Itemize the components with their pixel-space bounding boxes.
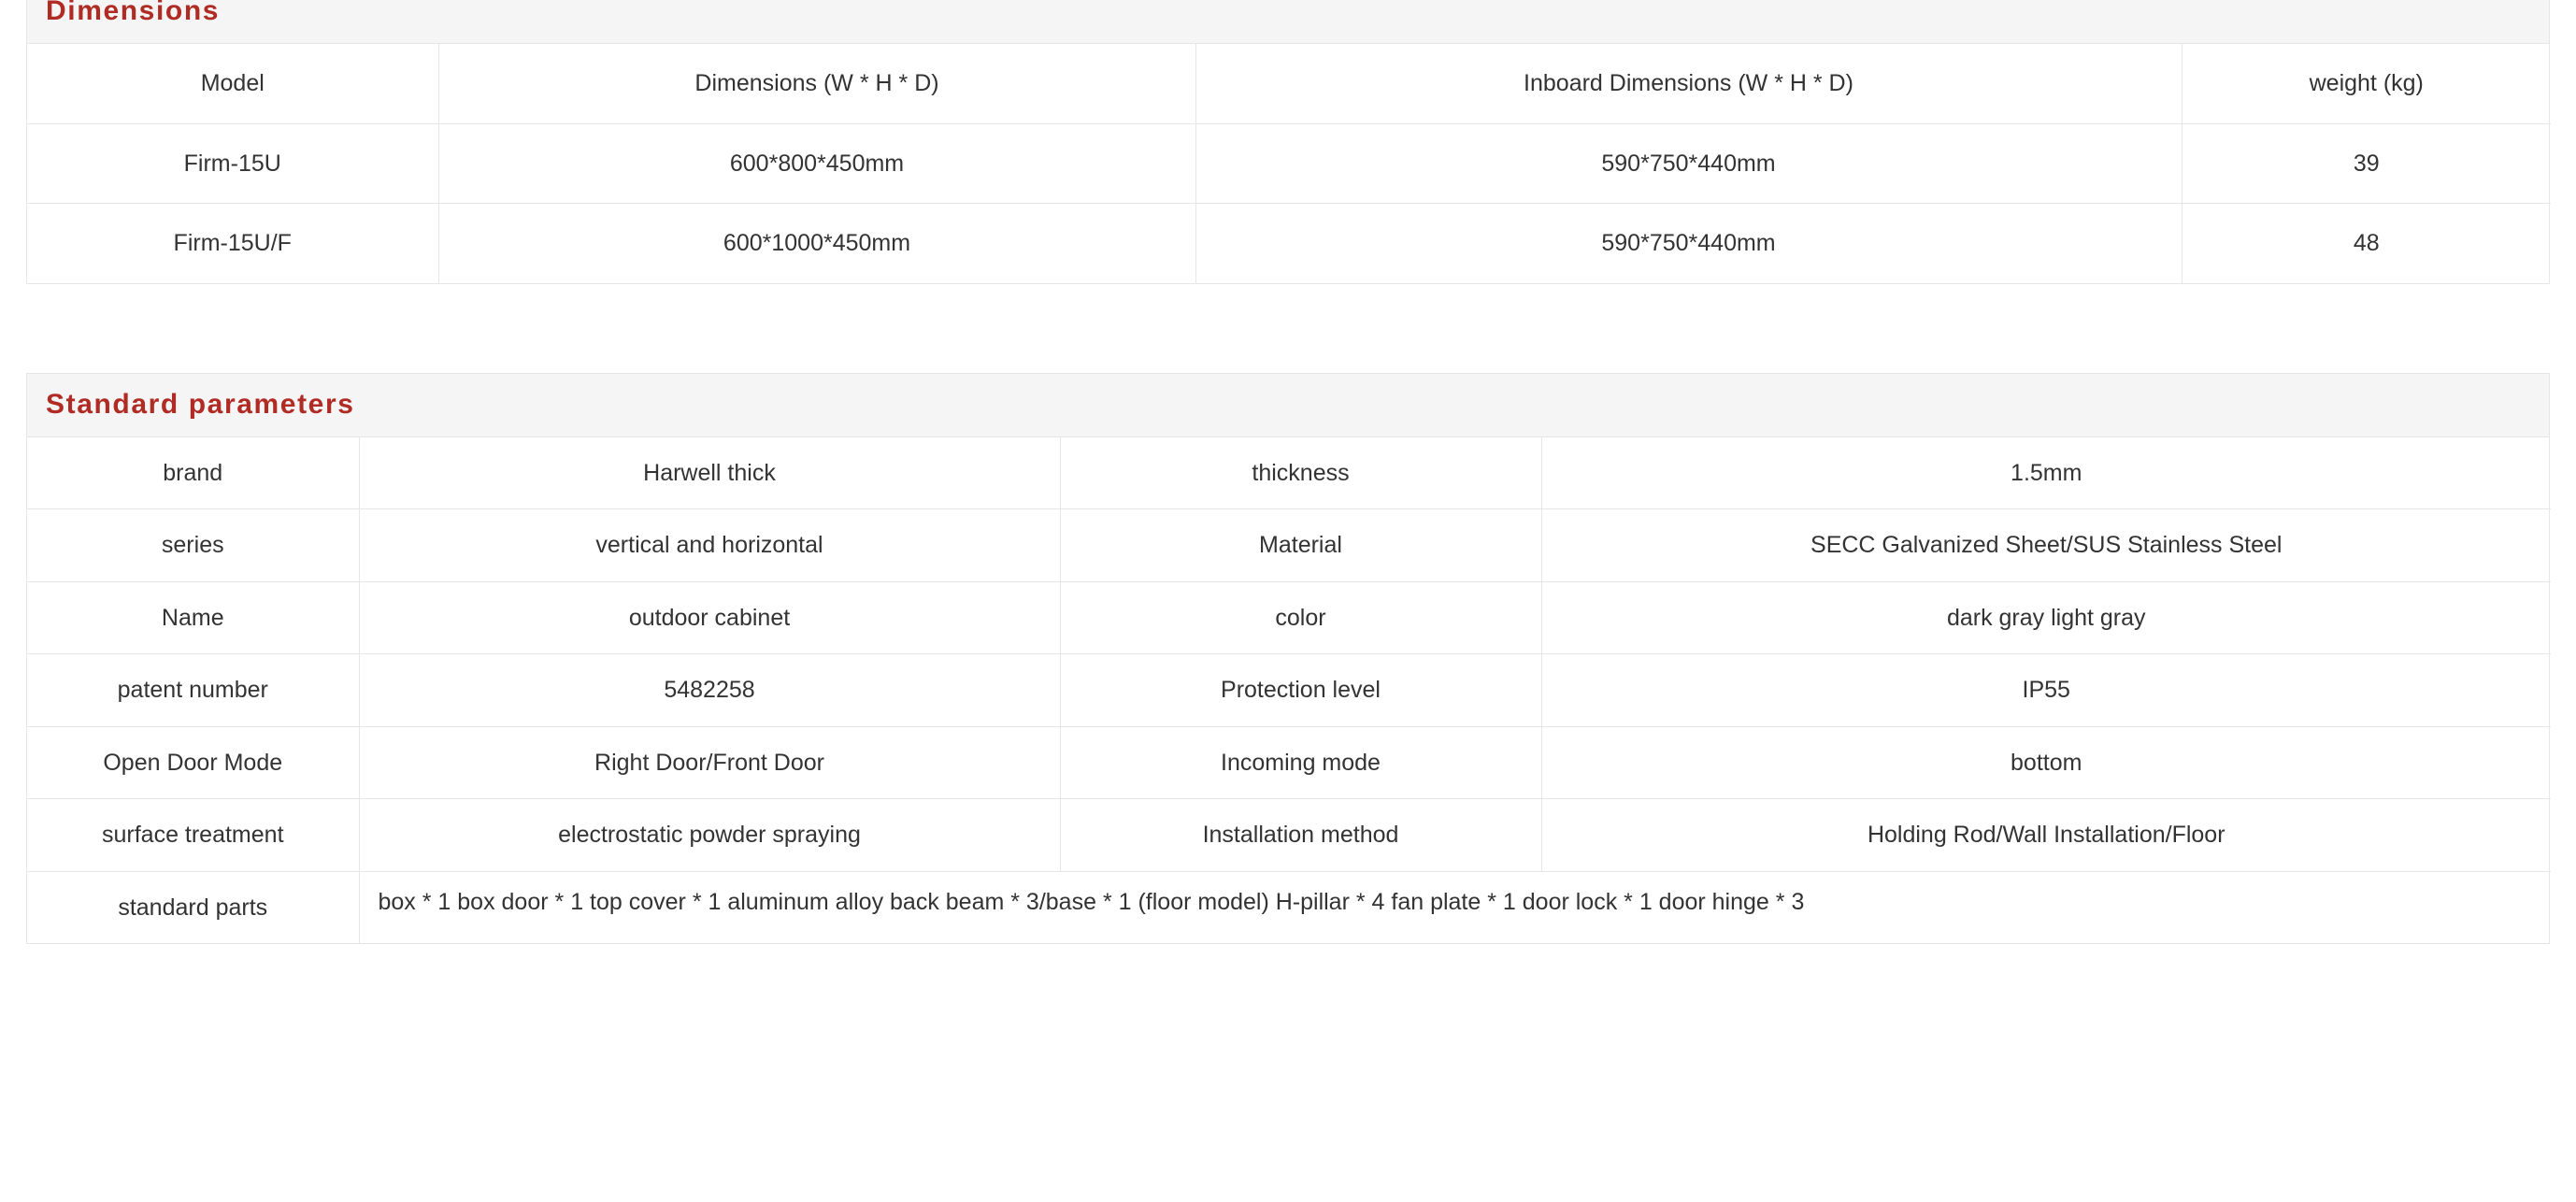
param-value-name: outdoor cabinet — [359, 581, 1060, 654]
param-label-brand: brand — [27, 437, 359, 509]
dimensions-col-inboard-dimensions: Inboard Dimensions (W * H * D) — [1195, 44, 2182, 123]
param-label-incoming-mode: Incoming mode — [1060, 726, 1541, 799]
dimensions-section-header — [27, 0, 2549, 44]
table-row — [27, 799, 2551, 872]
table-row — [27, 123, 2551, 204]
table-row — [27, 204, 2551, 283]
param-value-series: vertical and horizontal — [359, 509, 1060, 582]
table-row — [27, 871, 2551, 943]
dimensions-col-dimensions: Dimensions (W * H * D) — [438, 44, 1195, 123]
param-value-installation-method: Holding Rod/Wall Installation/Floor — [1541, 799, 2551, 872]
section-gap — [26, 284, 2550, 373]
table-row — [27, 437, 2551, 509]
dimensions-table — [27, 44, 2551, 283]
standard-parameters-section-header — [27, 374, 2549, 437]
param-label-material: Material — [1060, 509, 1541, 582]
param-value-patent-number: 5482258 — [359, 654, 1060, 727]
standard-parameters-section — [26, 373, 2550, 945]
cell-inboard-dimensions: 590*750*440mm — [1195, 204, 2182, 283]
param-label-installation-method: Installation method — [1060, 799, 1541, 872]
param-value-thickness: 1.5mm — [1541, 437, 2551, 509]
table-header-row — [27, 44, 2551, 123]
param-value-standard-parts: box * 1 box door * 1 top cover * 1 aluminum alloy back beam * 3/base * 1 (floor model) H-pillar * 4 fan plate * 1 door lock * 1 door hinge * 3 — [378, 888, 1805, 915]
param-label-surface-treatment: surface treatment — [27, 799, 359, 872]
param-value-open-door-mode: Right Door/Front Door — [359, 726, 1060, 799]
param-value-incoming-mode: bottom — [1541, 726, 2551, 799]
cell-inboard-dimensions: 590*750*440mm — [1195, 123, 2182, 204]
cell-dimensions: 600*1000*450mm — [438, 204, 1195, 283]
param-label-series: series — [27, 509, 359, 582]
dimensions-col-weight: weight (kg) — [2182, 44, 2551, 123]
param-value-brand: Harwell thick — [359, 437, 1060, 509]
standard-parameters-title: Standard parameters — [46, 388, 355, 420]
param-label-open-door-mode: Open Door Mode — [27, 726, 359, 799]
param-label-standard-parts: standard parts — [27, 871, 359, 943]
param-label-color: color — [1060, 581, 1541, 654]
cell-weight: 48 — [2353, 230, 2380, 256]
table-row — [27, 581, 2551, 654]
dimensions-title: Dimensions — [46, 0, 221, 26]
param-value-protection-level: IP55 — [1541, 654, 2551, 727]
table-row — [27, 509, 2551, 582]
param-label-patent-number: patent number — [27, 654, 359, 727]
table-row — [27, 726, 2551, 799]
param-label-protection-level: Protection level — [1060, 654, 1541, 727]
dimensions-section — [26, 0, 2550, 284]
standard-parameters-table — [27, 437, 2551, 944]
cell-model: Firm-15U — [27, 123, 438, 204]
cell-dimensions: 600*800*450mm — [438, 123, 1195, 204]
cell-weight: 39 — [2182, 123, 2551, 204]
cell-model: Firm-15U/F — [27, 204, 438, 283]
param-value-color: dark gray light gray — [1541, 581, 2551, 654]
param-label-name: Name — [27, 581, 359, 654]
dimensions-col-model: Model — [27, 44, 438, 123]
param-label-thickness: thickness — [1060, 437, 1541, 509]
param-value-surface-treatment: electrostatic powder spraying — [359, 799, 1060, 872]
table-row — [27, 654, 2551, 727]
param-value-material: SECC Galvanized Sheet/SUS Stainless Steel — [1541, 509, 2551, 582]
